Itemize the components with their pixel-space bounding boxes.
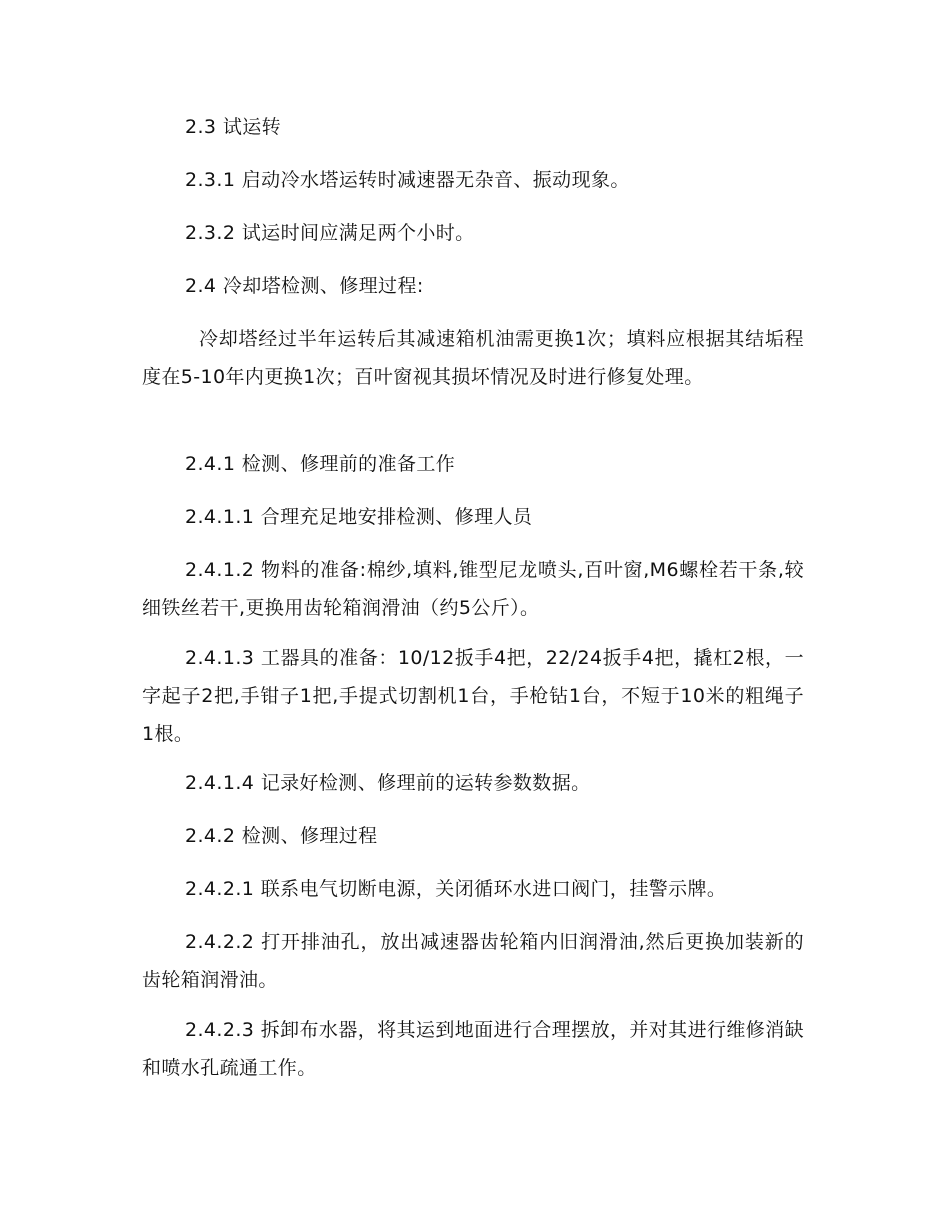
heading-2-3: 2.3 试运转 bbox=[185, 116, 282, 138]
heading-2-4: 2.4 冷却塔检测、修理过程: bbox=[185, 275, 424, 297]
heading-2-4-1: 2.4.1 检测、修理前的准备工作 bbox=[185, 453, 456, 475]
paragraph-2-3-2: 2.3.2 试运时间应满足两个小时。 bbox=[185, 222, 475, 244]
paragraph-2-3-1: 2.3.1 启动冷水塔运转时减速器无杂音、振动现象。 bbox=[185, 169, 630, 191]
paragraph-2-4-1-4: 2.4.1.4 记录好检测、修理前的运转参数数据。 bbox=[185, 772, 591, 794]
paragraph-cooling-tower-maintenance: 冷却塔经过半年运转后其减速箱机油需更换1次；填料应根据其结垢程度在5-10年内更换1次；百叶窗视其损坏情况及时进行修复处理。 bbox=[142, 328, 804, 388]
paragraph-2-4-2-3: 2.4.2.3 拆卸布水器，将其运到地面进行合理摆放，并对其进行维修消缺和喷水孔疏通工作。 bbox=[142, 1019, 804, 1079]
paragraph-2-4-1-2: 2.4.1.2 物料的准备:棉纱,填料,锥型尼龙喷头,百叶窗,M6螺栓若干条,较细铁丝若干,更换用齿轮箱润滑油（约5公斤）。 bbox=[142, 559, 804, 619]
paragraph-2-4-2-2: 2.4.2.2 打开排油孔，放出减速器齿轮箱内旧润滑油,然后更换加装新的齿轮箱润滑油。 bbox=[142, 931, 804, 991]
paragraph-2-4-1-1: 2.4.1.1 合理充足地安排检测、修理人员 bbox=[185, 506, 533, 528]
paragraph-2-4-1-3: 2.4.1.3 工器具的准备：10/12扳手4把，22/24扳手4把，撬杠2根，一字起子2把,手钳子1把,手提式切割机1台，手枪钻1台，不短于10米的粗绳子1根。 bbox=[142, 647, 804, 745]
heading-2-4-2: 2.4.2 检测、修理过程 bbox=[185, 825, 378, 847]
paragraph-2-4-2-1: 2.4.2.1 联系电气切断电源，关闭循环水进口阀门，挂警示牌。 bbox=[185, 878, 727, 900]
